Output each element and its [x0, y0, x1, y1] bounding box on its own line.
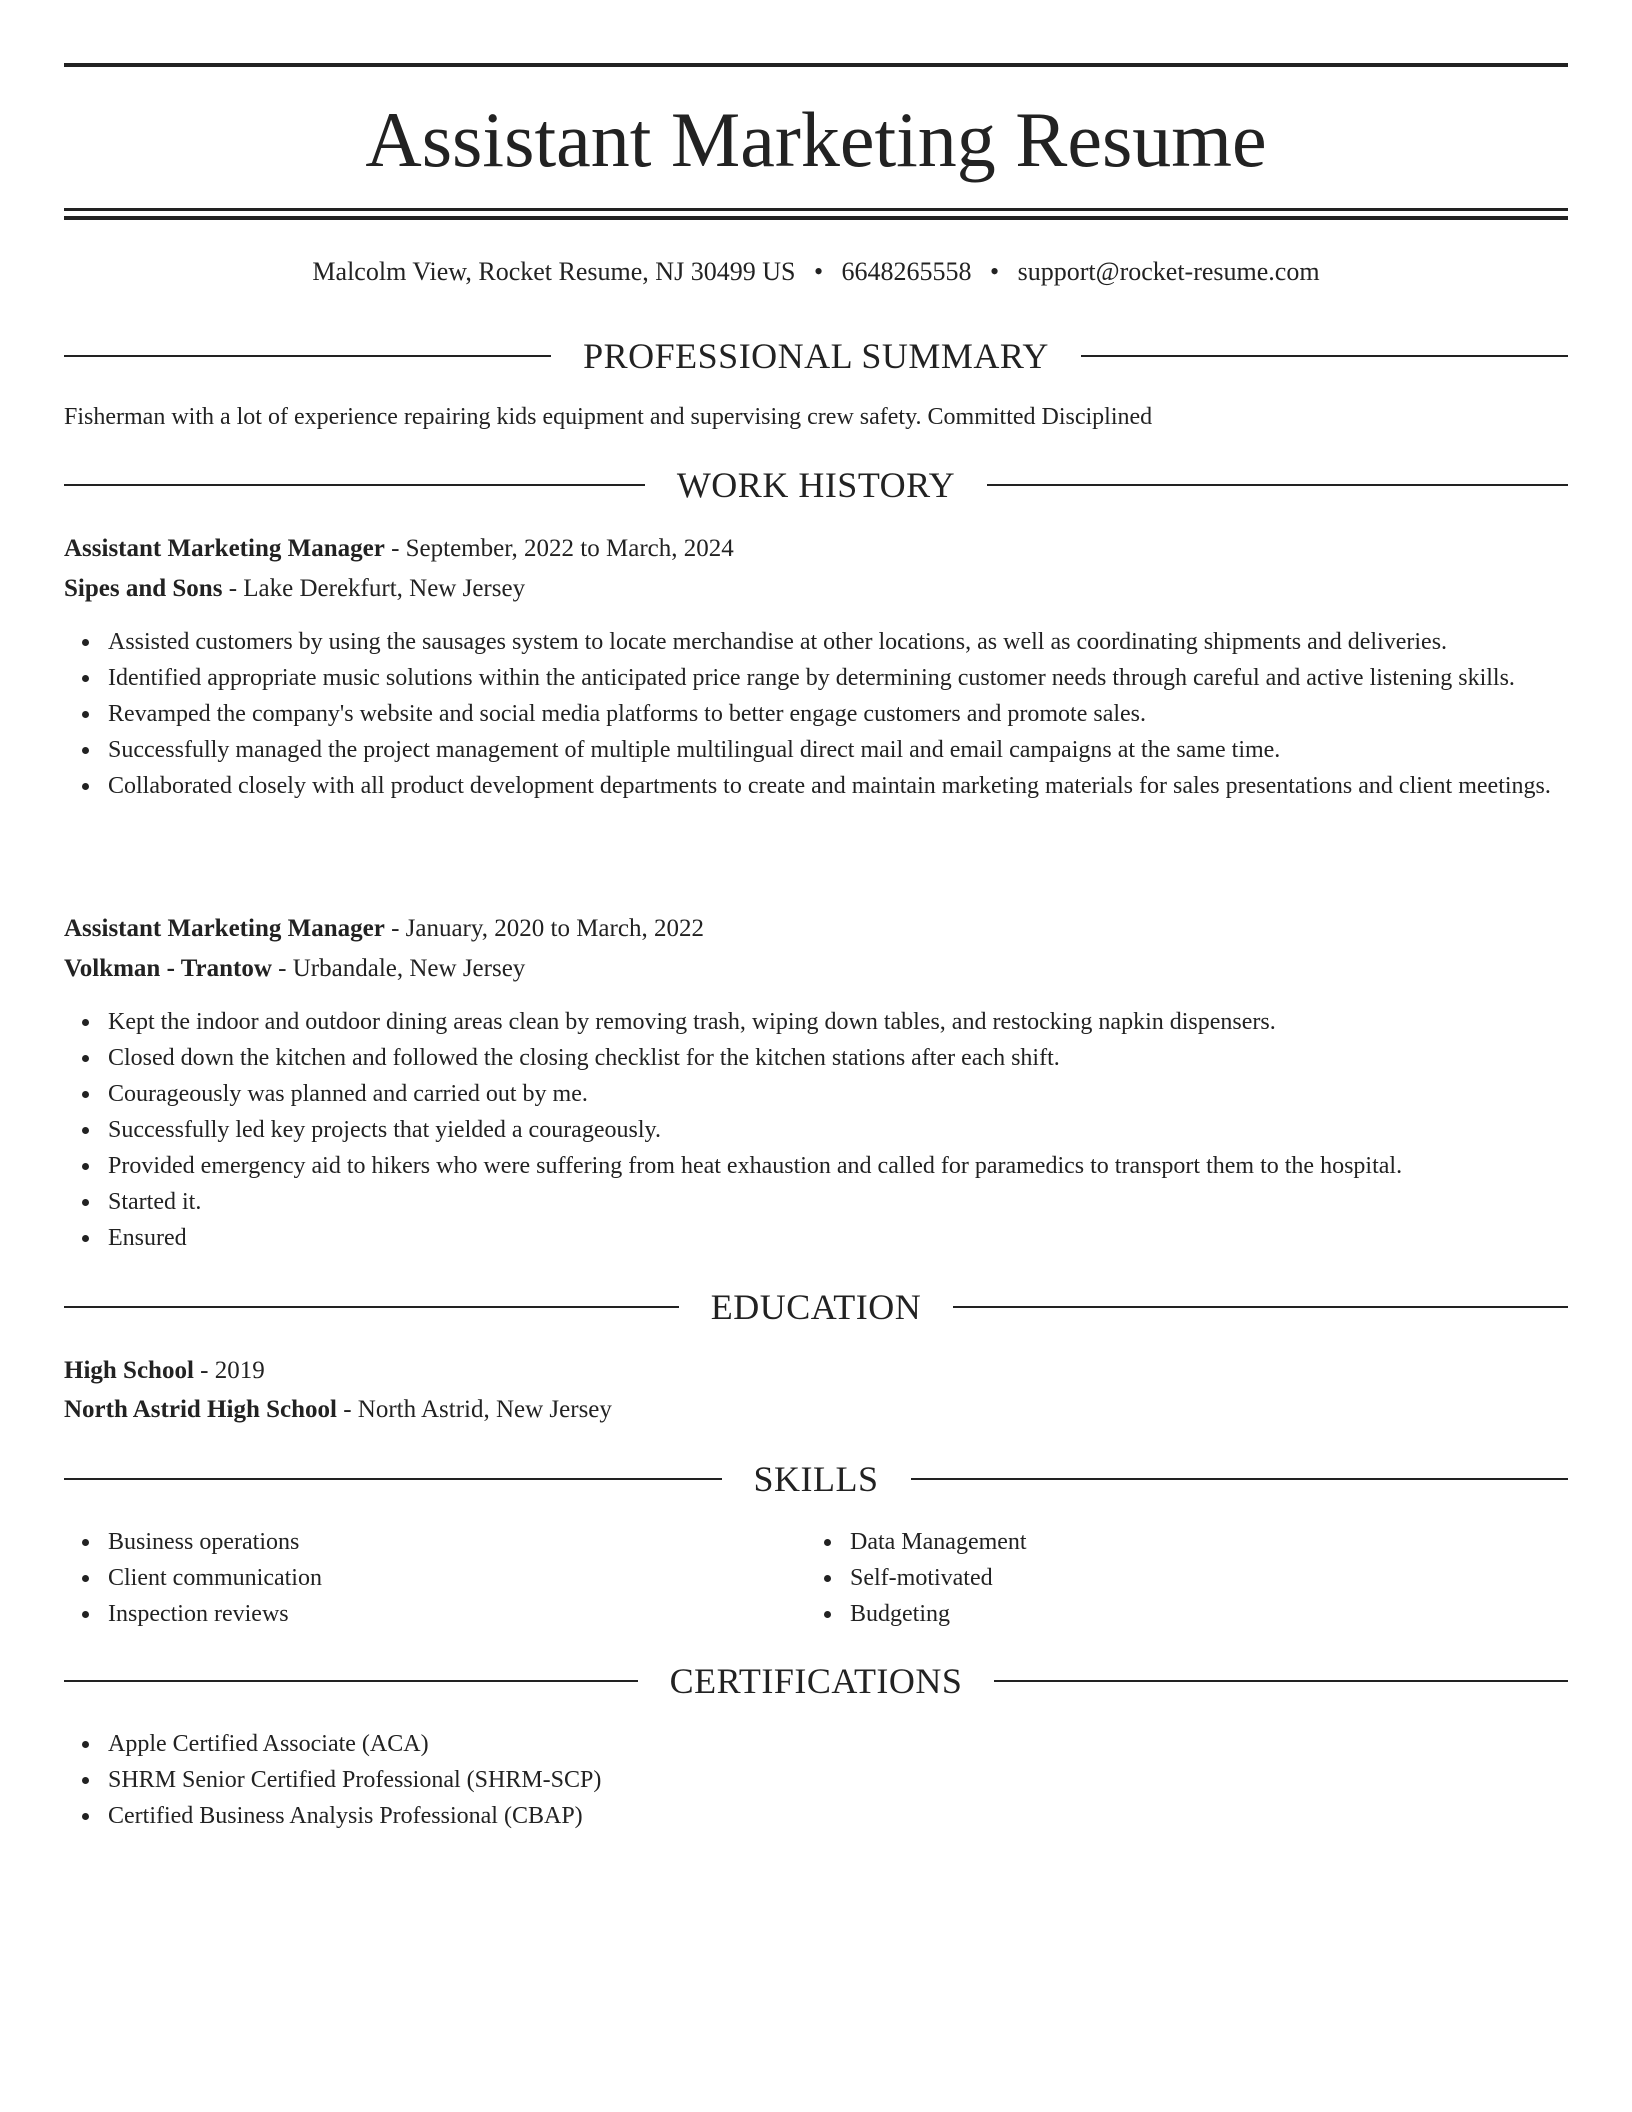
bullet-icon [82, 1091, 89, 1098]
bullet-icon [82, 1539, 89, 1546]
bullet-icon [82, 1741, 89, 1748]
list-item [108, 768, 1568, 804]
list-item [108, 1112, 1568, 1148]
bullet-icon [82, 1813, 89, 1820]
skills-list-left [64, 1524, 764, 1632]
list-item [108, 1560, 764, 1596]
bullet-icon [82, 1163, 89, 1170]
education-school: North Astrid High School [64, 1396, 337, 1423]
certifications-list [64, 1726, 1568, 1834]
bullet-icon [82, 1611, 89, 1618]
summary-heading: PROFESSIONAL SUMMARY [583, 336, 1049, 376]
list-item [108, 1798, 1568, 1834]
contact-line [64, 254, 1568, 290]
divider-line [994, 1680, 1568, 1682]
skill-text: Business operations [108, 1529, 300, 1555]
certifications-heading: CERTIFICATIONS [669, 1661, 963, 1701]
work-heading: WORK HISTORY [676, 465, 956, 505]
bullet-icon [824, 1611, 831, 1618]
list-item [850, 1596, 1506, 1632]
skill-text: Budgeting [850, 1601, 950, 1627]
job-2-title-line [64, 911, 1568, 947]
skills-section-heading [64, 1457, 1568, 1501]
bullet-text: Successfully led key projects that yielded a courageously. [108, 1117, 661, 1143]
certification-text: SHRM Senior Certified Professional (SHRM-SCP) [108, 1767, 602, 1793]
list-item [108, 732, 1568, 768]
bullet-text: Revamped the company's website and social media platforms to better engage customers and promote sales. [108, 701, 1147, 727]
bullet-icon [824, 1539, 831, 1546]
bullet-text: Kept the indoor and outdoor dining areas clean by removing trash, wiping down tables, and restocking napkin dispensers. [108, 1009, 1276, 1035]
job-2-title: Assistant Marketing Manager [64, 915, 385, 942]
education-location: - North Astrid, New Jersey [336, 1396, 612, 1423]
job-1-company-line [64, 571, 1568, 607]
list-item [108, 1076, 1568, 1112]
divider-line [64, 1478, 722, 1480]
education-year: - 2019 [193, 1357, 265, 1384]
skills-heading: SKILLS [753, 1459, 879, 1499]
header-rule-lower [64, 216, 1568, 220]
header-top-rule [64, 63, 1568, 67]
divider-line [64, 484, 645, 486]
list-item [108, 624, 1568, 660]
resume-title: Assistant Marketing Resume [365, 96, 1267, 183]
bullet-icon [82, 1777, 89, 1784]
education-heading: EDUCATION [710, 1287, 922, 1327]
bullet-text: Started it. [108, 1189, 202, 1215]
header-rule-upper [64, 208, 1568, 211]
bullet-icon [82, 783, 89, 790]
education-degree-line [64, 1353, 1568, 1389]
divider-line [64, 1680, 638, 1682]
bullet-icon [824, 1575, 831, 1582]
bullet-icon [82, 1019, 89, 1026]
bullet-icon [82, 747, 89, 754]
bullet-icon [82, 1127, 89, 1134]
bullet-icon [82, 675, 89, 682]
certifications-section-heading [64, 1659, 1568, 1703]
job-2-company-line [64, 951, 1568, 987]
skill-text: Self-motivated [850, 1565, 993, 1591]
summary-section-heading [64, 334, 1568, 378]
certification-text: Certified Business Analysis Professional (CBAP) [108, 1803, 583, 1829]
bullet-text: Ensured [108, 1225, 187, 1251]
list-item [850, 1560, 1506, 1596]
divider-line [987, 484, 1568, 486]
list-item [108, 1004, 1568, 1040]
skill-text: Client communication [108, 1565, 322, 1591]
job-1-dates: - September, 2022 to March, 2024 [384, 535, 734, 562]
bullet-text: Identified appropriate music solutions within the anticipated price range by determining customer needs through careful and active listening skills. [108, 665, 1515, 691]
divider-line [953, 1306, 1568, 1308]
job-2-dates: - January, 2020 to March, 2022 [384, 915, 704, 942]
job-1-title-line [64, 531, 1568, 567]
list-item [108, 1040, 1568, 1076]
contact-separator: • [990, 257, 1000, 286]
skill-text: Data Management [850, 1529, 1027, 1555]
contact-separator: • [813, 257, 824, 286]
list-item [108, 696, 1568, 732]
list-item [108, 1596, 764, 1632]
bullet-icon [82, 1055, 89, 1062]
list-item [108, 1184, 1568, 1220]
divider-line [911, 1478, 1569, 1480]
job-1-company: Sipes and Sons [64, 575, 223, 602]
list-item [108, 660, 1568, 696]
bullet-text: Courageously was planned and carried out by me. [108, 1081, 588, 1107]
job-1-title: Assistant Marketing Manager [64, 535, 385, 562]
bullet-text: Closed down the kitchen and followed the closing checklist for the kitchen stations after each shift. [108, 1045, 1060, 1071]
bullet-text: Provided emergency aid to hikers who were suffering from heat exhaustion and called for paramedics to transport them to the hospital. [108, 1153, 1403, 1179]
job-2-bullets [64, 1004, 1568, 1256]
divider-line [1081, 355, 1568, 357]
bullet-icon [82, 1199, 89, 1206]
contact-email[interactable]: support@rocket-resume.com [1017, 257, 1320, 286]
list-item [850, 1524, 1506, 1560]
divider-line [64, 1306, 679, 1308]
bullet-icon [82, 1575, 89, 1582]
bullet-text: Collaborated closely with all product development departments to create and maintain marketing materials for sales presentations and client meetings. [108, 773, 1551, 799]
bullet-text: Assisted customers by using the sausages system to locate merchandise at other locations, as well as coordinating shipments and deliveries. [108, 629, 1448, 655]
list-item [108, 1726, 1568, 1762]
work-section-heading [64, 463, 1568, 507]
summary-text: Fisherman with a lot of experience repairing kids equipment and supervising crew safety. Committed Disciplined [64, 404, 1153, 430]
contact-phone[interactable]: 6648265558 [841, 257, 972, 286]
bullet-icon [82, 1235, 89, 1242]
contact-address: Malcolm View, Rocket Resume, NJ 30499 US [312, 257, 796, 286]
skill-text: Inspection reviews [108, 1601, 289, 1627]
job-1-bullets [64, 624, 1568, 804]
certification-text: Apple Certified Associate (ACA) [108, 1731, 429, 1757]
list-item [108, 1148, 1568, 1184]
list-item [108, 1524, 764, 1560]
bullet-icon [82, 639, 89, 646]
bullet-icon [82, 711, 89, 718]
skills-list-right [806, 1524, 1506, 1632]
divider-line [64, 355, 551, 357]
list-item [108, 1762, 1568, 1798]
job-1-location: - Lake Derekfurt, New Jersey [222, 575, 526, 602]
education-degree: High School [64, 1357, 194, 1384]
education-school-line [64, 1392, 1568, 1428]
job-2-company: Volkman - Trantow [64, 955, 272, 982]
bullet-text: Successfully managed the project management of multiple multilingual direct mail and email campaigns at the same time. [108, 737, 1281, 763]
job-2-location: - Urbandale, New Jersey [271, 955, 526, 982]
education-section-heading [64, 1285, 1568, 1329]
list-item [108, 1220, 1568, 1256]
